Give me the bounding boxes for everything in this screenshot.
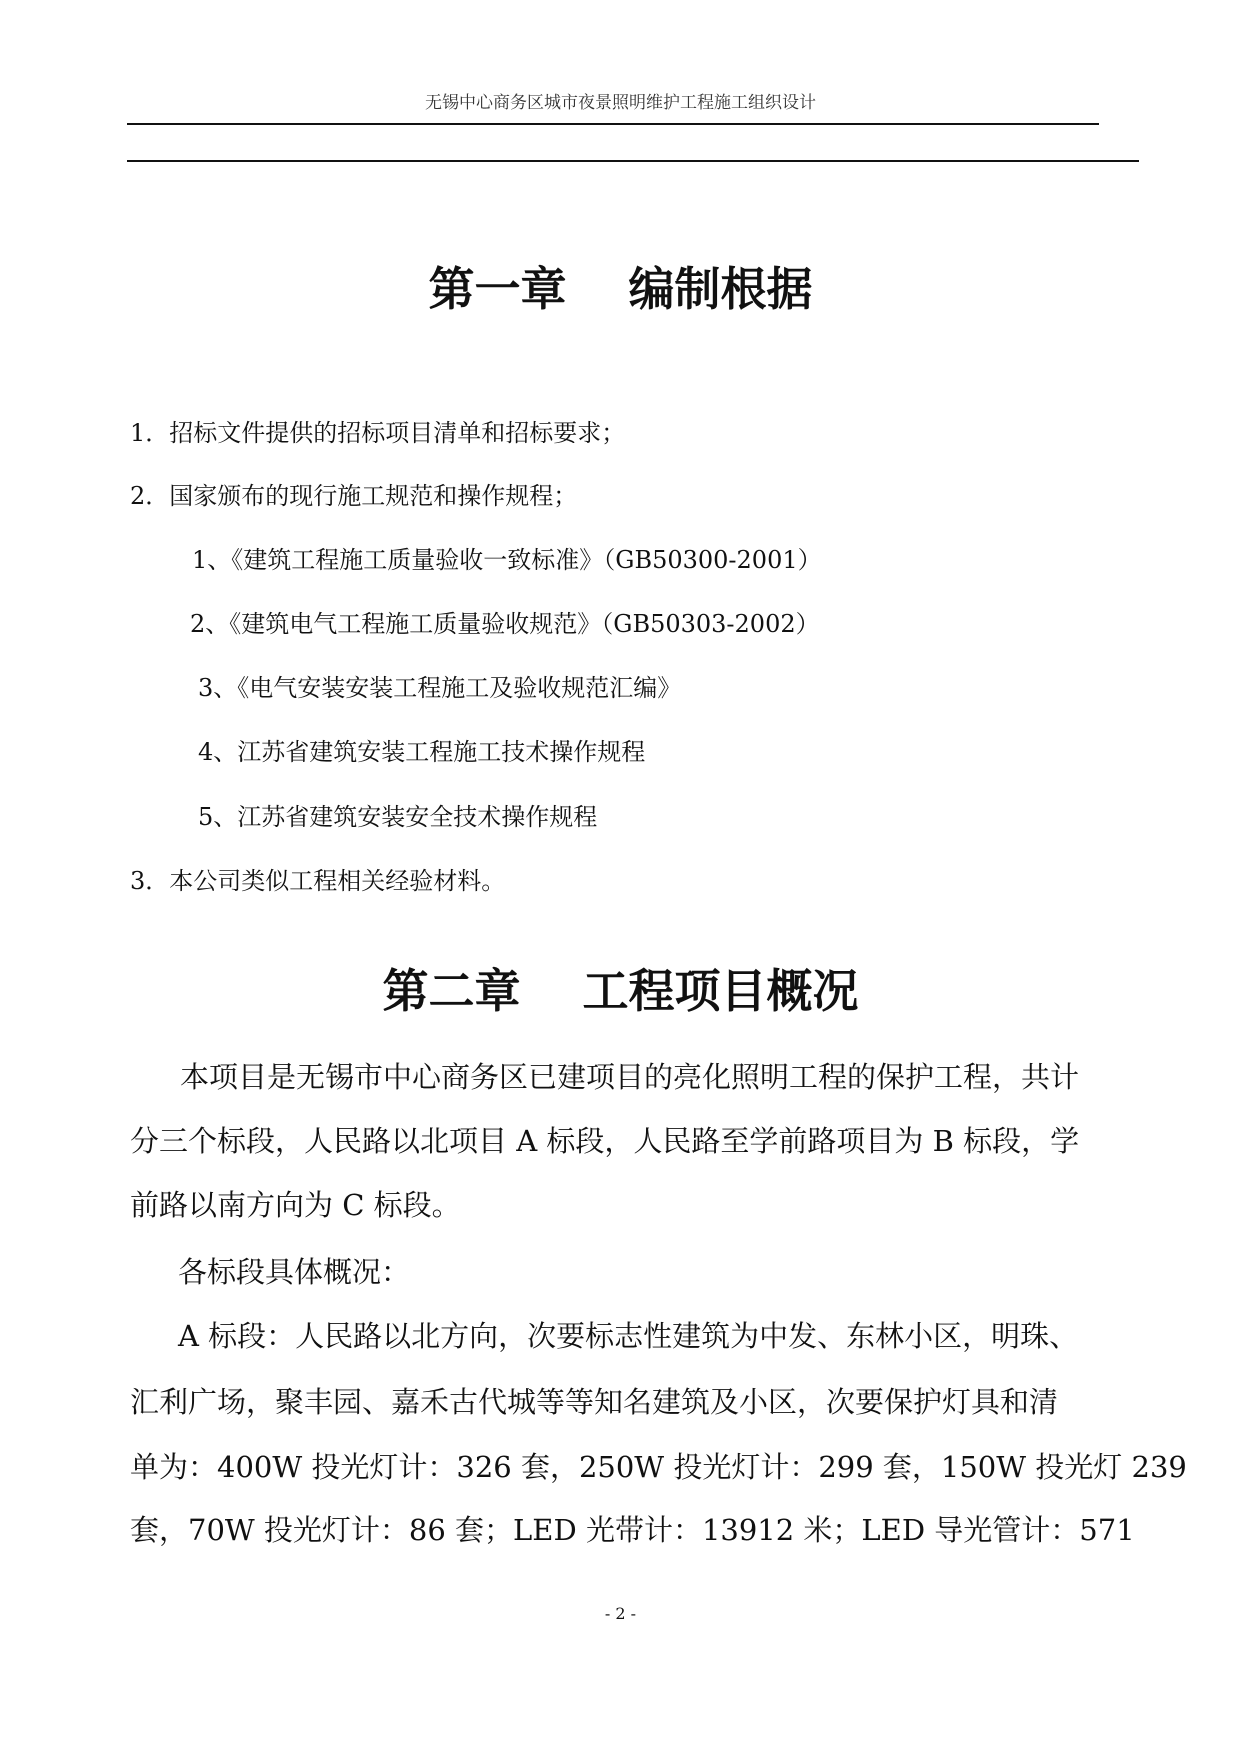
list-item: 3．本公司类似工程相关经验材料。 (130, 867, 506, 895)
paragraph-line: 各标段具体概况： (178, 1255, 411, 1289)
paragraph-line: 单为：400W 投光灯计：326 套，250W 投光灯计：299 套，150W 投光灯 239 (130, 1450, 1187, 1484)
paragraph-line: 汇利广场，聚丰园、嘉禾古代城等等知名建筑及小区，次要保护灯具和清 (130, 1385, 1059, 1419)
paragraph-line: 前路以南方向为 C 标段。 (130, 1188, 461, 1222)
sub-list-item: 1、《建筑工程施工质量验收一致标准》（GB50300-2001） (192, 546, 822, 574)
sub-list-item: 5、江苏省建筑安装安全技术操作规程 (198, 803, 598, 831)
chapter-1-title: 第一章 编制根据 (428, 262, 813, 316)
sub-list-item: 2、《建筑电气工程施工质量验收规范》（GB50303-2002） (190, 610, 820, 638)
header-rule-bottom (127, 160, 1139, 162)
list-item: 1．招标文件提供的招标项目清单和招标要求； (130, 419, 626, 447)
running-header: 无锡中心商务区城市夜景照明维护工程施工组织设计 (425, 93, 816, 113)
paragraph-line: A 标段：人民路以北方向，次要标志性建筑为中发、东林小区，明珠、 (178, 1319, 1079, 1353)
sub-list-item: 4、江苏省建筑安装工程施工技术操作规程 (198, 738, 646, 766)
sub-list-item: 3、《电气安装安装工程施工及验收规范汇编》 (198, 674, 682, 702)
list-item: 2．国家颁布的现行施工规范和操作规程； (130, 482, 578, 510)
paragraph-line: 本项目是无锡市中心商务区已建项目的亮化照明工程的保护工程，共计 (180, 1060, 1080, 1094)
chapter-2-title: 第二章 工程项目概况 (382, 964, 859, 1018)
header-rule-top (127, 123, 1099, 125)
paragraph-line: 套，70W 投光灯计：86 套；LED 光带计：13912 米；LED 导光管计：571 (130, 1513, 1135, 1547)
paragraph-line: 分三个标段，人民路以北项目 A 标段，人民路至学前路项目为 B 标段，学 (130, 1124, 1080, 1158)
page-number: - 2 - (604, 1604, 637, 1623)
